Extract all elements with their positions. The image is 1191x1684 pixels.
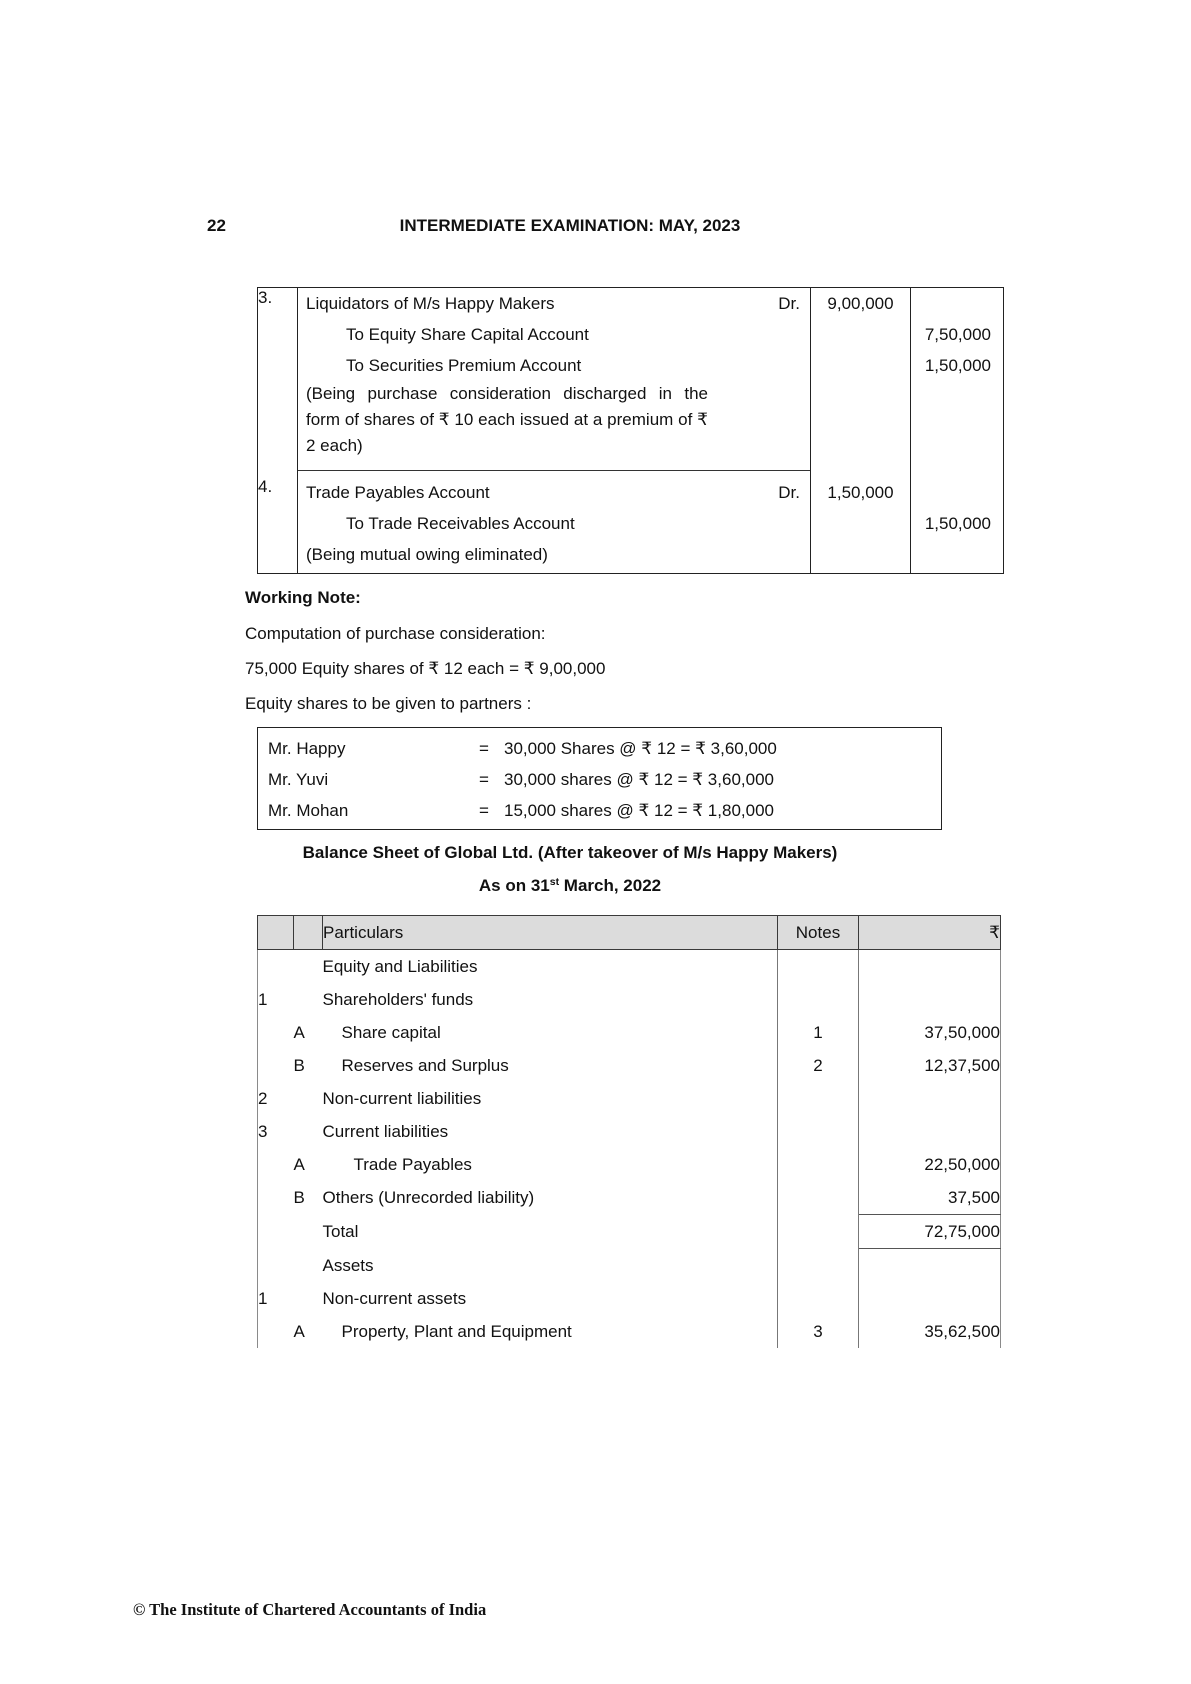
bs-particulars-cell: Current liabilities xyxy=(322,1122,449,1141)
partner-row xyxy=(258,733,941,764)
bs-notes-cell xyxy=(778,1249,859,1283)
header-particulars: Particulars xyxy=(323,916,778,950)
partner-row xyxy=(258,795,941,826)
bs-notes-cell xyxy=(778,1215,859,1249)
bs-particulars-cell: Property, Plant and Equipment xyxy=(341,1322,572,1341)
account-name: Trade Payables Account xyxy=(306,483,490,502)
table-row xyxy=(258,1115,1001,1148)
debit-amount: 9,00,000 xyxy=(827,294,894,313)
bs-letter-cell xyxy=(294,1215,323,1249)
bs-notes-cell: 3 xyxy=(778,1315,859,1348)
partner-shares: 15,000 shares @ ₹ 12 = ₹ 1,80,000 xyxy=(504,801,774,820)
journal-entry-particulars xyxy=(298,471,811,574)
journal-credit-line: To Securities Premium Account xyxy=(346,356,582,375)
credit-amount: 1,50,000 xyxy=(924,513,991,533)
bs-amount-cell: 22,50,000 xyxy=(859,1148,1001,1181)
table-row xyxy=(258,1148,1001,1181)
bs-num-cell: 3 xyxy=(258,1115,294,1148)
bs-notes-cell xyxy=(778,950,859,984)
journal-line xyxy=(298,288,810,319)
journal-debit-cell xyxy=(811,471,911,574)
bs-letter-cell: B xyxy=(293,1056,305,1075)
bs-letter-cell xyxy=(294,1082,323,1115)
partner-shares: 30,000 Shares @ ₹ 12 = ₹ 3,60,000 xyxy=(504,739,777,758)
working-note-line: Computation of purchase consideration: xyxy=(245,624,546,643)
journal-narration: (Being mutual owing eliminated) xyxy=(306,545,548,564)
equals-sign: = xyxy=(479,770,489,789)
bs-particulars-cell: Others (Unrecorded liability) xyxy=(322,1188,535,1208)
journal-credit-line: To Equity Share Capital Account xyxy=(346,325,589,344)
header-notes: Notes xyxy=(778,916,859,950)
bs-num-cell: 2 xyxy=(258,1082,294,1115)
bs-letter-cell xyxy=(294,1115,323,1148)
bs-letter-cell xyxy=(294,1282,323,1315)
copyright-footer: © The Institute of Chartered Accountants of India xyxy=(133,1600,487,1619)
table-row xyxy=(258,1215,1001,1249)
working-note-line: 75,000 Equity shares of ₹ 12 each = ₹ 9,00,000 xyxy=(245,659,606,678)
bs-num-cell xyxy=(258,1181,294,1215)
dr-label: Dr. xyxy=(778,294,800,313)
journal-debit-cell xyxy=(811,288,911,471)
credit-amount: 7,50,000 xyxy=(924,325,991,344)
bs-num-cell xyxy=(258,950,294,984)
equals-sign: = xyxy=(479,739,489,758)
bs-notes-cell xyxy=(778,1115,859,1148)
spacer-line xyxy=(911,288,1003,319)
bs-letter-cell: A xyxy=(293,1155,305,1174)
balance-sheet-date xyxy=(479,876,661,896)
debit-amount: 1,50,000 xyxy=(827,482,894,502)
bs-num-cell xyxy=(258,1049,294,1082)
table-row xyxy=(258,1082,1001,1115)
journal-line xyxy=(298,477,810,508)
bs-amount-cell: 37,500 xyxy=(859,1181,1001,1215)
working-note-heading: Working Note: xyxy=(245,588,361,607)
bs-num-cell: 1 xyxy=(258,1282,294,1315)
balance-sheet-title: Balance Sheet of Global Ltd. (After takeover of M/s Happy Makers) xyxy=(302,843,838,862)
table-row xyxy=(258,983,1001,1016)
date-superscript: st xyxy=(549,876,560,888)
date-prefix: As on 31 xyxy=(478,876,550,895)
equals-sign: = xyxy=(479,801,489,820)
bs-amount-cell xyxy=(859,983,1001,1016)
table-row xyxy=(258,1181,1001,1215)
bs-amount-cell xyxy=(859,950,1001,984)
journal-credit-cell xyxy=(911,471,1004,574)
bs-particulars-cell: Trade Payables xyxy=(353,1155,472,1174)
journal-entry-particulars xyxy=(298,288,811,471)
table-row xyxy=(258,950,1001,984)
bs-notes-cell: 2 xyxy=(778,1049,859,1082)
date-suffix: March, 2022 xyxy=(559,876,662,895)
journal-entry-row xyxy=(258,288,1004,471)
page-header-title: INTERMEDIATE EXAMINATION: MAY, 2023 xyxy=(399,216,741,235)
bs-num-cell xyxy=(258,1016,294,1049)
bs-amount-cell xyxy=(859,1115,1001,1148)
bs-letter-cell: A xyxy=(293,1023,305,1042)
spacer-line xyxy=(911,477,1003,508)
partner-row xyxy=(258,764,941,795)
page-number: 22 xyxy=(207,216,226,235)
bs-letter-cell xyxy=(294,1249,323,1283)
bs-amount-cell: 12,37,500 xyxy=(859,1049,1001,1082)
bs-notes-cell: 1 xyxy=(778,1016,859,1049)
partners-table xyxy=(257,727,942,830)
bs-notes-cell xyxy=(778,1181,859,1215)
journal-entry-number: 3. xyxy=(258,288,298,471)
header-num-cell xyxy=(258,916,294,950)
bs-letter-cell xyxy=(294,983,323,1016)
bs-amount-cell xyxy=(859,1082,1001,1115)
journal-table xyxy=(257,287,1004,574)
bs-particulars-cell: Equity and Liabilities xyxy=(322,957,478,976)
bs-num-cell xyxy=(258,1249,294,1283)
bs-letter-cell xyxy=(294,950,323,984)
bs-amount-cell xyxy=(859,1282,1001,1315)
bs-letter-cell: B xyxy=(293,1188,305,1208)
account-name: Liquidators of M/s Happy Makers xyxy=(306,294,555,313)
bs-notes-cell xyxy=(778,1148,859,1181)
bs-num-cell: 1 xyxy=(258,983,294,1016)
bs-particulars-cell: Non-current liabilities xyxy=(322,1089,482,1108)
balance-sheet-header-row xyxy=(258,916,1001,950)
table-row xyxy=(258,1016,1001,1049)
journal-narration: (Being purchase consideration discharged in the form of shares of ₹ 10 each issued at a premium of ₹ 2 each) xyxy=(306,384,708,455)
bs-particulars-cell: Shareholders' funds xyxy=(322,990,474,1009)
bs-particulars-cell: Share capital xyxy=(341,1023,441,1042)
table-row xyxy=(258,1049,1001,1082)
bs-num-cell xyxy=(258,1315,294,1348)
journal-entry-number: 4. xyxy=(258,471,298,574)
table-row xyxy=(258,1249,1001,1283)
journal-credit-line: To Trade Receivables Account xyxy=(346,514,575,533)
bs-amount-cell: 35,62,500 xyxy=(859,1315,1001,1348)
bs-notes-cell xyxy=(778,1082,859,1115)
partner-shares: 30,000 shares @ ₹ 12 = ₹ 3,60,000 xyxy=(504,770,774,789)
bs-notes-cell xyxy=(778,1282,859,1315)
partner-name: Mr. Mohan xyxy=(268,801,349,820)
balance-sheet-table xyxy=(257,915,1001,1348)
journal-entry-row xyxy=(258,471,1004,574)
bs-amount-cell xyxy=(859,1249,1001,1283)
table-row xyxy=(258,1282,1001,1315)
bs-num-cell xyxy=(258,1148,294,1181)
bs-amount-cell: 37,50,000 xyxy=(859,1016,1001,1049)
bs-particulars-cell: Non-current assets xyxy=(322,1289,467,1308)
bs-particulars-cell: Reserves and Surplus xyxy=(341,1056,509,1075)
partner-name: Mr. Yuvi xyxy=(268,770,329,789)
bs-amount-cell: 72,75,000 xyxy=(859,1215,1001,1249)
bs-particulars-cell: Total xyxy=(322,1222,359,1241)
dr-label: Dr. xyxy=(778,483,800,502)
header-rupee: ₹ xyxy=(859,916,1001,950)
bs-particulars-cell: Assets xyxy=(322,1255,374,1275)
bs-num-cell xyxy=(258,1215,294,1249)
working-note-line: Equity shares to be given to partners : xyxy=(245,694,532,713)
journal-credit-cell xyxy=(911,288,1004,471)
bs-letter-cell: A xyxy=(293,1322,305,1341)
partner-name: Mr. Happy xyxy=(268,739,346,758)
table-row xyxy=(258,1315,1001,1348)
header-letter-cell xyxy=(294,916,323,950)
bs-notes-cell xyxy=(778,983,859,1016)
credit-amount: 1,50,000 xyxy=(924,356,991,375)
